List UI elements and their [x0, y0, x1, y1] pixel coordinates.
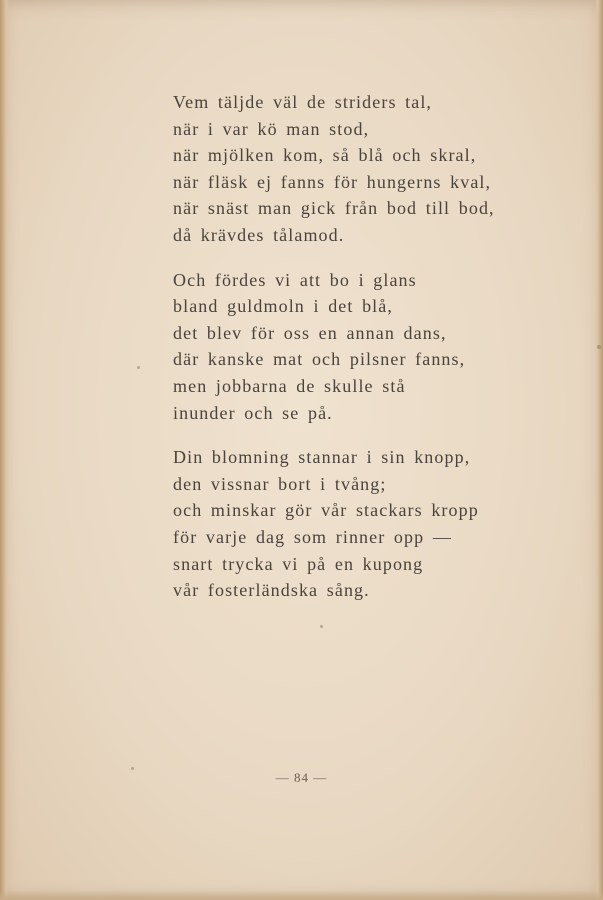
poem-line: där kanske mat och pilsner fanns, — [173, 349, 466, 370]
poem-line: snart trycka vi på en kupong — [173, 553, 424, 574]
poem-line: den vissnar bort i tvång; — [173, 473, 387, 494]
poem-line: Och fördes vi att bo i glans — [173, 269, 417, 290]
poem-line: då krävdes tålamod. — [173, 224, 345, 245]
poem-line: inunder och se på. — [173, 402, 333, 423]
stanza-2 — [173, 267, 533, 427]
page-right-edge — [595, 0, 603, 900]
poem-line: det blev för oss en annan dans, — [173, 322, 447, 343]
page-number: — 84 — — [275, 770, 328, 785]
poem-line: och minskar gör vår stackars kropp — [173, 500, 479, 521]
poem-line: när fläsk ej fanns för hungerns kval, — [173, 171, 492, 192]
stanza-3 — [173, 444, 533, 604]
paper-speck — [320, 625, 323, 628]
poem-line: Vem täljde väl de striders tal, — [173, 92, 433, 112]
poem-line: vår fosterländska sång. — [173, 580, 370, 601]
paper-speck — [597, 345, 601, 349]
poem-line: när i var kö man stod, — [173, 118, 370, 139]
poem-line: när snäst man gick från bod till bod, — [173, 198, 495, 219]
poem-line: Din blomning stannar i sin knopp, — [173, 447, 471, 468]
poem-line: för varje dag som rinner opp — — [173, 526, 452, 547]
poem-line: bland guldmoln i det blå, — [173, 296, 393, 317]
poem-line: när mjölken kom, så blå och skral, — [173, 145, 477, 166]
page-bottom-edge — [0, 890, 603, 900]
poem — [173, 89, 533, 622]
page-left-edge — [0, 0, 9, 900]
poem-line: men jobbarna de skulle stå — [173, 375, 406, 396]
stanza-1 — [173, 89, 533, 249]
paper-speck — [137, 366, 140, 369]
